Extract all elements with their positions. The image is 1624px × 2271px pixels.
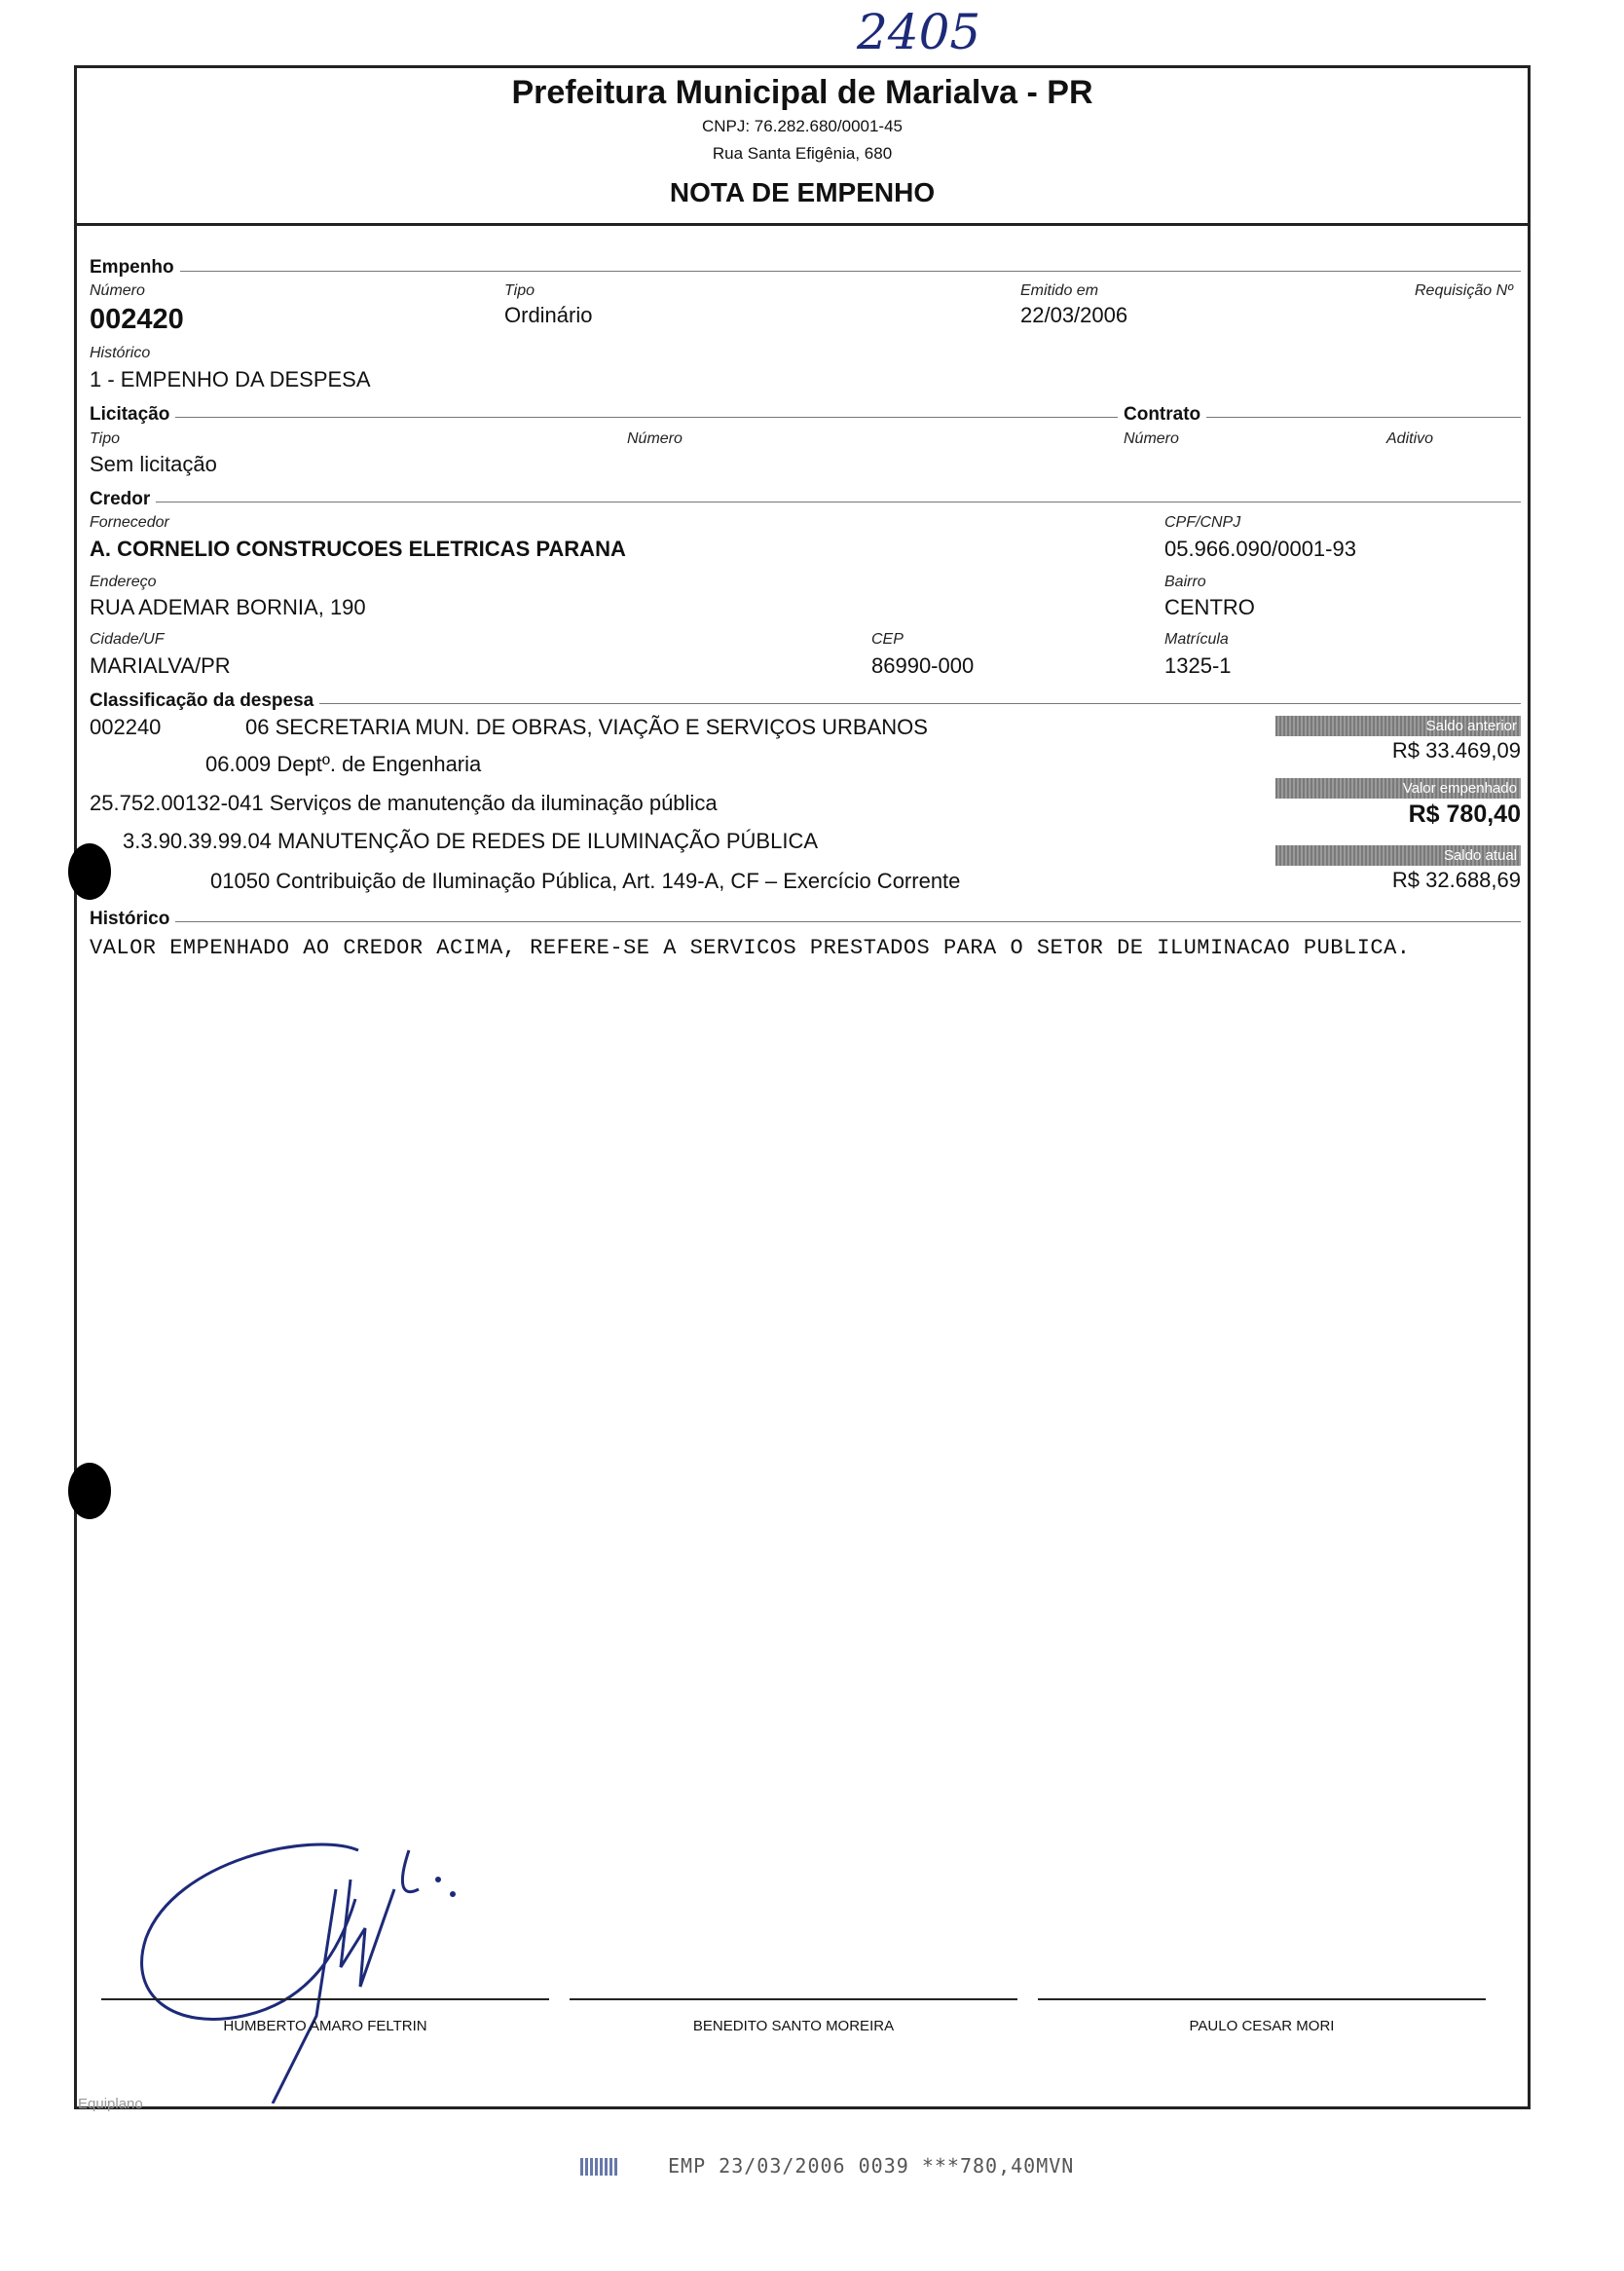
cpf-cnpj: 05.966.090/0001-93 <box>1164 537 1356 561</box>
empenho-numero: 002420 <box>90 304 184 335</box>
empenho-numero-label: Número <box>90 282 145 299</box>
licitacao-numero-label: Número <box>627 430 683 447</box>
contrato-numero-label: Número <box>1124 430 1179 447</box>
requisicao-label: Requisição Nº <box>1415 282 1513 299</box>
licitacao-tipo-label: Tipo <box>90 430 120 447</box>
document-title: NOTA DE EMPENHO <box>669 177 936 207</box>
empenho-rule <box>90 271 1521 272</box>
signatory-3: PAULO CESAR MORI <box>1189 2018 1335 2034</box>
classificacao-secretaria: 06 SECRETARIA MUN. DE OBRAS, VIAÇÃO E SERVIÇOS URBANOS <box>245 715 928 739</box>
historico-section-label: Histórico <box>90 909 175 930</box>
historico-text: VALOR EMPENHADO AO CREDOR ACIMA, REFERE-SE A SERVICOS PRESTADOS PARA O SETOR DE ILUMINACAO PUBLICA. <box>90 936 1411 960</box>
classificacao-dept: 06.009 Deptº. de Engenharia <box>205 752 482 776</box>
contrato-section-label: Contrato <box>1118 404 1206 426</box>
saldo-anterior-label: Saldo anterior <box>1275 716 1521 736</box>
empenho-tipo: Ordinário <box>504 303 593 327</box>
licitacao-rule <box>90 417 1521 418</box>
empenho-historico: 1 - EMPENHO DA DESPESA <box>90 367 371 391</box>
cnpj-line: CNPJ: 76.282.680/0001-45 <box>701 117 904 135</box>
header-divider <box>74 223 1531 226</box>
valor-empenhado-label: Valor empenhado <box>1275 778 1521 799</box>
software-credit: Equiplano <box>78 2096 143 2112</box>
empenho-historico-label: Histórico <box>90 345 151 361</box>
licitacao-section-label: Licitação <box>90 404 175 426</box>
bairro-label: Bairro <box>1164 574 1206 590</box>
signatory-2: BENEDITO SANTO MOREIRA <box>692 2018 895 2034</box>
municipality-title: Prefeitura Municipal de Marialva - PR <box>511 74 1093 111</box>
signature-line-3 <box>1038 1998 1486 2000</box>
cidade: MARIALVA/PR <box>90 653 231 678</box>
matricula: 1325-1 <box>1164 653 1232 678</box>
matricula-label: Matrícula <box>1164 631 1229 648</box>
fornecedor-label: Fornecedor <box>90 514 169 531</box>
endereco: RUA ADEMAR BORNIA, 190 <box>90 595 366 619</box>
licitacao-tipo: Sem licitação <box>90 452 217 476</box>
endereco-label: Endereço <box>90 574 157 590</box>
stamp-barcode <box>580 2158 619 2176</box>
empenho-tipo-label: Tipo <box>504 282 535 299</box>
cidade-label: Cidade/UF <box>90 631 165 648</box>
emitido-date: 22/03/2006 <box>1020 303 1128 327</box>
contrato-aditivo-label: Aditivo <box>1386 430 1434 447</box>
mechanical-stamp: EMP 23/03/2006 0039 ***780,40MVN <box>668 2154 1075 2178</box>
signature-line-2 <box>570 1998 1017 2000</box>
handwritten-signature <box>117 1821 506 2103</box>
bairro: CENTRO <box>1164 595 1255 619</box>
handwritten-page-number: 2405 <box>857 4 981 60</box>
saldo-atual-value: R$ 32.688,69 <box>1391 868 1521 892</box>
cep: 86990-000 <box>871 653 975 678</box>
emitido-label: Emitido em <box>1020 282 1099 299</box>
punch-hole-top <box>68 843 111 900</box>
historico-rule <box>90 921 1521 922</box>
classificacao-code: 002240 <box>90 715 162 739</box>
signatory-1: HUMBERTO AMARO FELTRIN <box>223 2018 427 2034</box>
classificacao-funcional: 25.752.00132-041 Serviços de manutenção da iluminação pública <box>90 791 718 815</box>
classificacao-elemento: 3.3.90.39.99.04 MANUTENÇÃO DE REDES DE ILUMINAÇÃO PÚBLICA <box>123 829 819 853</box>
signature-line-1 <box>101 1998 549 2000</box>
cpf-cnpj-label: CPF/CNPJ <box>1164 514 1241 531</box>
credor-rule <box>90 502 1521 503</box>
valor-empenhado-value: R$ 780,40 <box>1408 800 1521 828</box>
saldo-atual-label: Saldo atual <box>1275 845 1521 866</box>
punch-hole-bottom <box>68 1463 111 1519</box>
cep-label: CEP <box>871 631 904 648</box>
saldo-anterior-value: R$ 33.469,09 <box>1391 738 1521 763</box>
classificacao-section-label: Classificação da despesa <box>90 690 319 712</box>
fornecedor-name: A. CORNELIO CONSTRUCOES ELETRICAS PARANA <box>90 537 626 561</box>
address-line: Rua Santa Efigênia, 680 <box>712 144 893 163</box>
credor-section-label: Credor <box>90 489 156 510</box>
classificacao-fonte: 01050 Contribuição de Iluminação Pública, Art. 149-A, CF – Exercício Corrente <box>210 869 961 893</box>
empenho-section-label: Empenho <box>90 257 180 279</box>
